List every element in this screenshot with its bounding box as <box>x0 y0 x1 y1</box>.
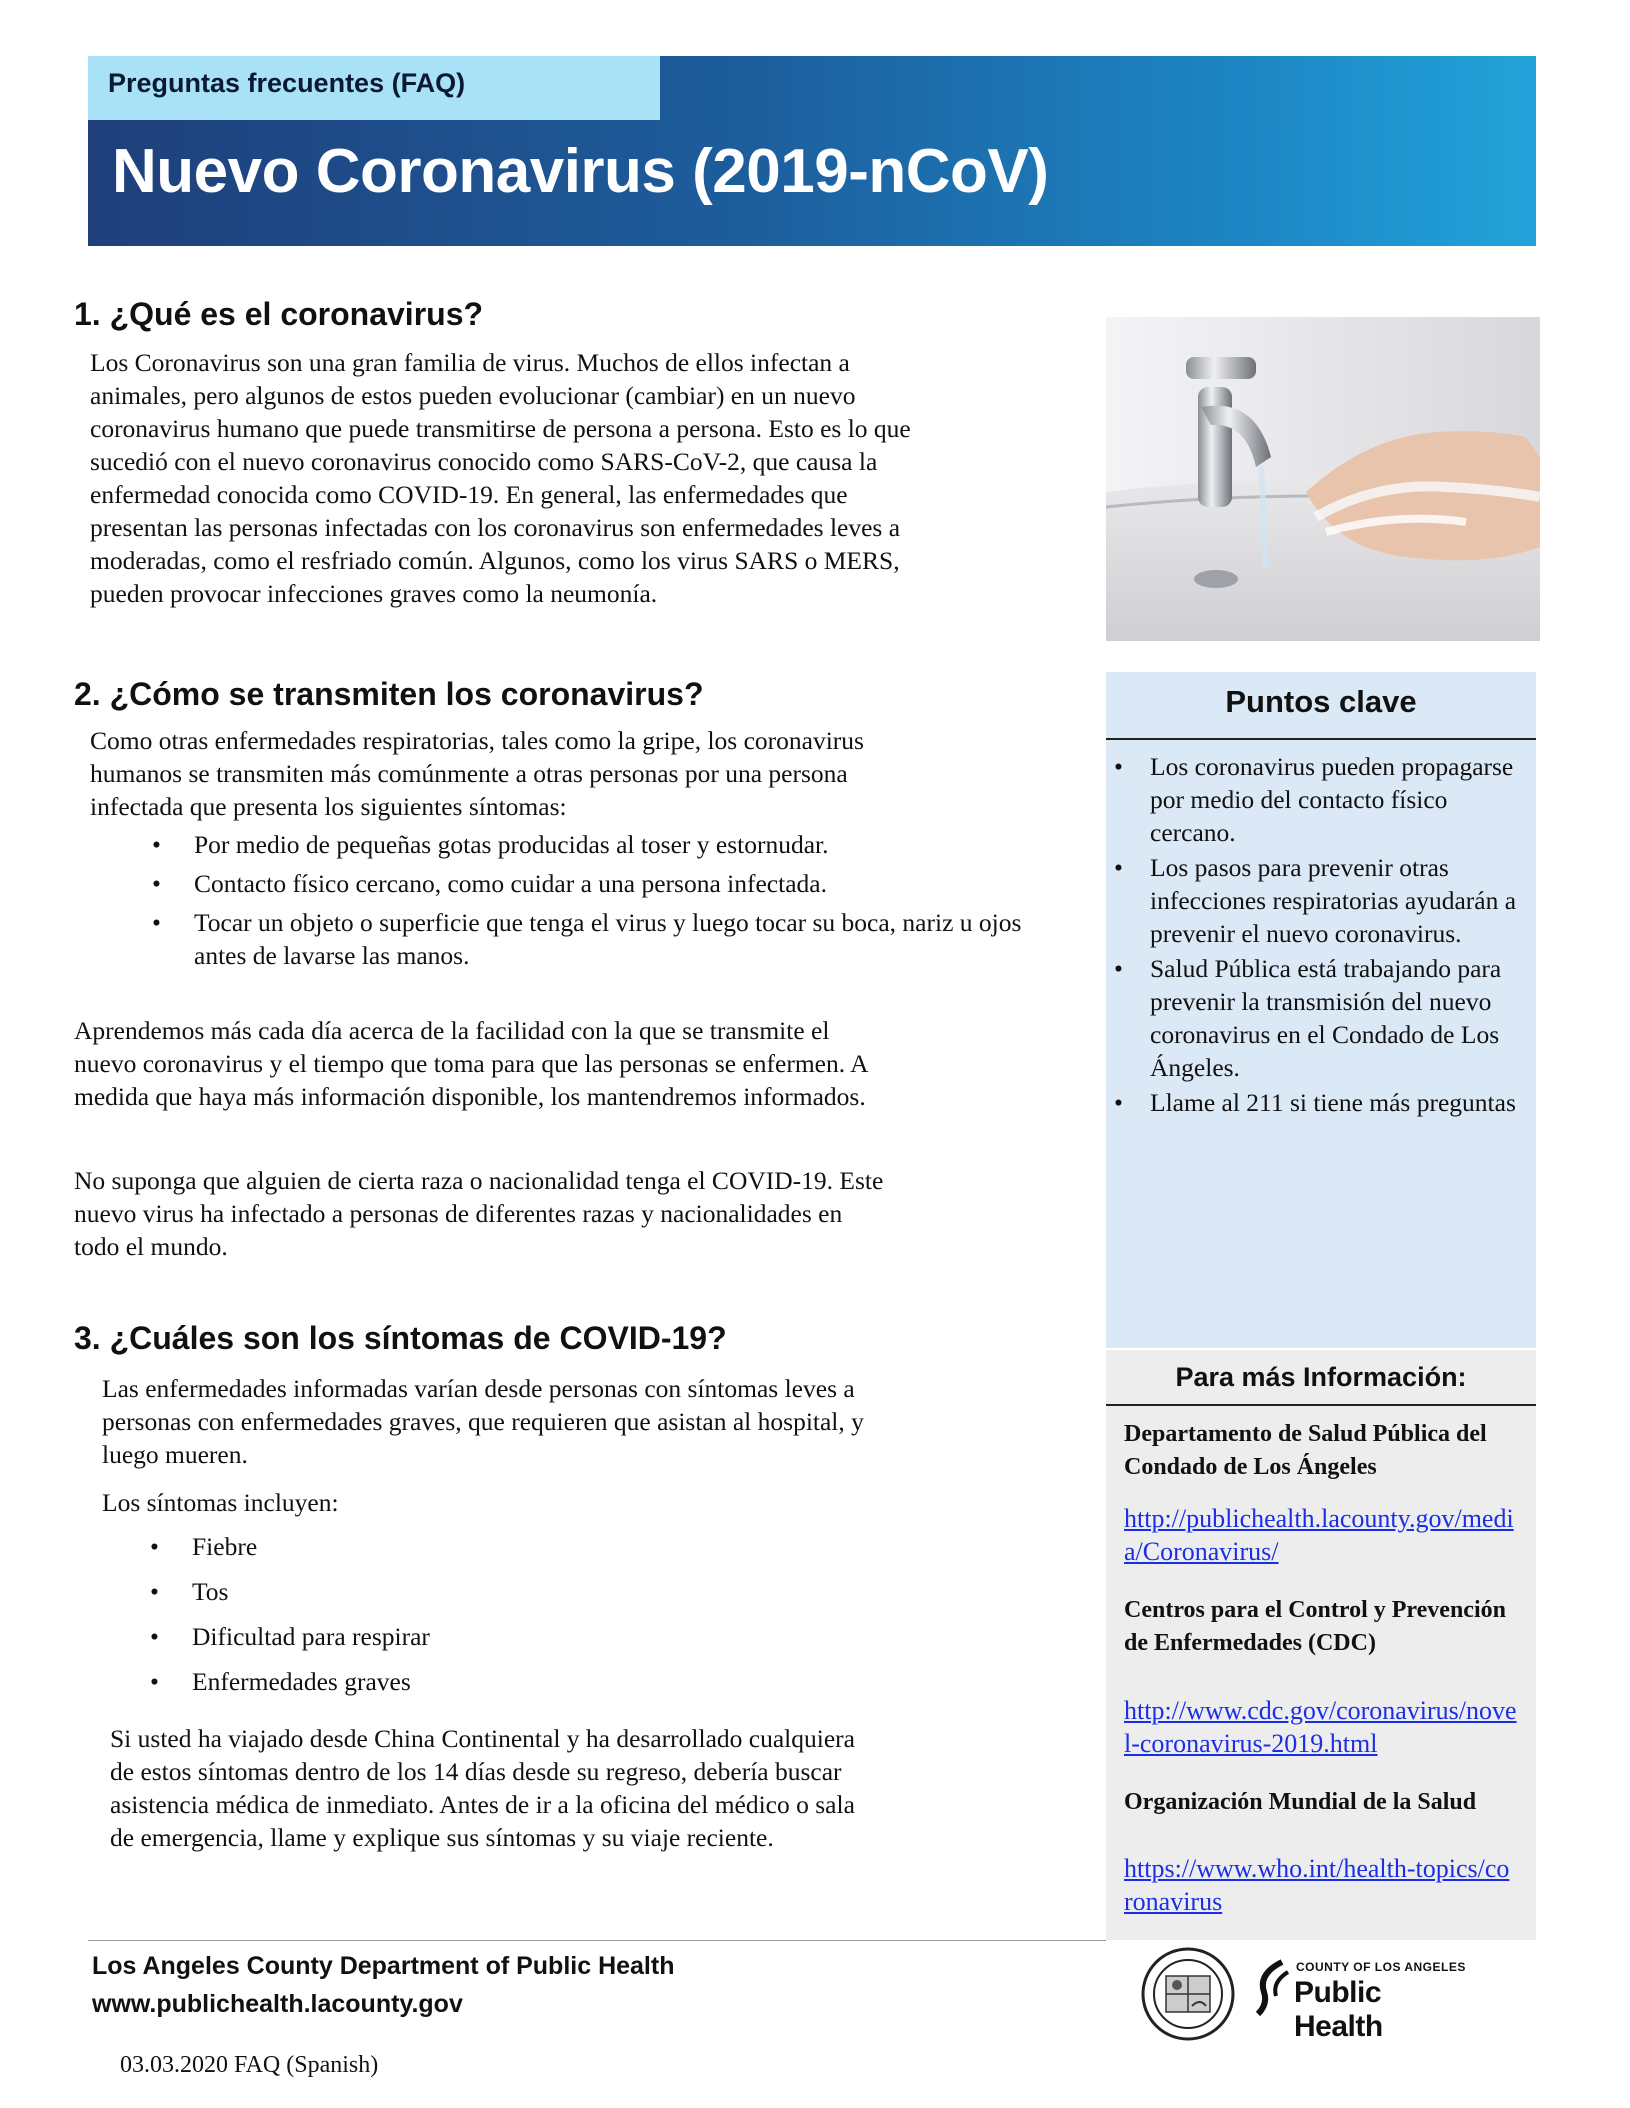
section3-heading: 3. ¿Cuáles son los síntomas de COVID-19? <box>74 1320 727 1356</box>
resource-org: Organización Mundial de la Salud <box>1124 1789 1477 1815</box>
public-health-logo <box>1252 1950 1474 2043</box>
logo-small-text: COUNTY OF LOS ANGELES <box>1296 1960 1466 1974</box>
section1-heading: 1. ¿Qué es el coronavirus? <box>74 296 484 332</box>
list-item: • Llame al 211 si tiene más preguntas <box>1114 1086 1524 1119</box>
list-item: • Salud Pública está trabajando para prevenir la transmisión del nuevo coronavirus en el Condado de Los Ángeles. <box>1114 952 1524 1084</box>
list-item: • Dificultad para respirar <box>150 1620 750 1653</box>
resource-link[interactable]: http://publichealth.lacounty.gov/media/Coronavirus/ <box>1124 1504 1514 1566</box>
section3-travel: Si usted ha viajado desde China Continental y ha desarrollado cualquiera de estos síntomas dentro de los 14 días desde su regreso, debería buscar asistencia médica de inmediato. Antes de ir a la oficina del médico o sala de emergencia, llame y explique sus síntomas y su viaje reciente. <box>110 1724 855 1852</box>
footer-divider <box>88 1940 1106 1941</box>
section2-para2: Aprendemos más cada día acerca de la facilidad con la que se transmite el nuevo coronavirus y el tiempo que toma para que las personas se enfermen. A medida que haya más información disponible, los mantendremos informados. <box>74 1016 869 1111</box>
resource-org: Departamento de Salud Pública del Condado de Los Ángeles <box>1124 1421 1487 1480</box>
list-item: • Tocar un objeto o superficie que tenga el virus y luego tocar su boca, nariz u ojos antes de lavarse las manos. <box>152 906 1032 972</box>
list-item: • Los pasos para prevenir otras infecciones respiratorias ayudarán a prevenir el nuevo coronavirus. <box>1114 851 1524 950</box>
footer-url: www.publichealth.lacounty.gov <box>92 1990 463 2018</box>
footer-org: Los Angeles County Department of Public Health <box>92 1952 675 1980</box>
key-points-title: Puntos clave <box>1225 684 1417 719</box>
more-info-title: Para más Información: <box>1175 1362 1467 1392</box>
list-item: • Enfermedades graves <box>150 1665 750 1698</box>
section2-bullet-list <box>152 828 1032 972</box>
resource-link[interactable]: https://www.who.int/health-topics/coronavirus <box>1124 1854 1510 1916</box>
resource-org: Centros para el Control y Prevención de Enfermedades (CDC) <box>1124 1597 1506 1656</box>
section3-intro: Las enfermedades informadas varían desde personas con síntomas leves a personas con enfermedades graves, que requieren que asistan al hospital, y luego mueren. <box>102 1374 864 1469</box>
logo-big-text: Public Health <box>1294 1976 1383 2043</box>
handwashing-photo <box>1106 317 1540 641</box>
symptoms-list <box>150 1530 750 1698</box>
key-points-list <box>1114 750 1524 1121</box>
symptoms-label: Los síntomas incluyen: <box>102 1488 339 1517</box>
list-item: • Tos <box>150 1575 750 1608</box>
list-item: • Por medio de pequeñas gotas producidas al toser y estornudar. <box>152 828 1032 861</box>
list-item: • Los coronavirus pueden propagarse por medio del contacto físico cercano. <box>1114 750 1524 849</box>
divider <box>1106 738 1536 740</box>
list-item: • Contacto físico cercano, como cuidar a una persona infectada. <box>152 867 1032 900</box>
county-seal-icon <box>1140 1946 1236 2042</box>
resource-link[interactable]: http://www.cdc.gov/coronavirus/novel-coronavirus-2019.html <box>1124 1696 1517 1758</box>
divider <box>1106 1404 1536 1406</box>
faq-label: Preguntas frecuentes (FAQ) <box>108 68 466 98</box>
list-item: • Fiebre <box>150 1530 750 1563</box>
section1-body: Los Coronavirus son una gran familia de virus. Muchos de ellos infectan a animales, pero algunos de estos pueden evolucionar (cambiar) en un nuevo coronavirus humano que puede transmitirse de persona a persona. Esto es lo que sucedió con el nuevo coronavirus conocido como SARS-CoV-2, que causa la enfermedad conocida como COVID-19. En general, las enfermedades que presentan las personas infectadas con los coronavirus son enfermedades leves a moderadas, como el resfriado común. Algunos, como los virus SARS o MERS, pueden provocar infecciones graves como la neumonía. <box>90 348 911 608</box>
section2-heading: 2. ¿Cómo se transmiten los coronavirus? <box>74 676 704 712</box>
footer-date: 03.03.2020 FAQ (Spanish) <box>120 2052 379 2078</box>
section2-intro: Como otras enfermedades respiratorias, tales como la gripe, los coronavirus humanos se transmiten más comúnmente a otras personas por una persona infectada que presenta los siguientes síntomas: <box>90 726 864 821</box>
section2-para3: No suponga que alguien de cierta raza o nacionalidad tenga el COVID-19. Este nuevo virus ha infectado a personas de diferentes razas y nacionalidades en todo el mundo. <box>74 1166 884 1261</box>
page-title: Nuevo Coronavirus (2019-nCoV) <box>112 137 1049 206</box>
logo-swoosh-icon <box>1252 1958 1292 2018</box>
